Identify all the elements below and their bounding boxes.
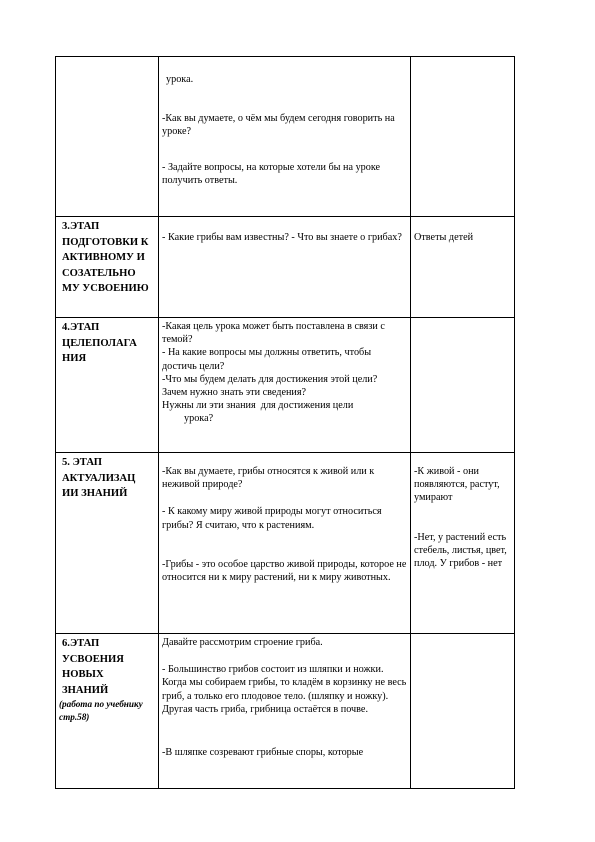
question-text: - Задайте вопросы, на которые хотели бы на уроке получить ответы.: [162, 161, 383, 186]
text-line: Давайте рассмотрим строение гриба.: [162, 637, 323, 648]
student-activity-cell: [411, 453, 515, 634]
question-text: -Как вы думаете, грибы относятся к живой или к неживой природе?: [162, 466, 377, 491]
teacher-activity-cell: [159, 217, 411, 318]
table-row: [56, 217, 515, 318]
stage-title: 6.ЭТАП УСВОЕНИЯ НОВЫХ ЗНАНИЙ: [62, 638, 124, 696]
question-text: - Какие грибы вам известны? - Что вы знаете о грибах?: [162, 232, 402, 243]
student-activity-cell: [411, 57, 515, 217]
stage-cell: [56, 634, 159, 789]
student-activity-cell: [411, 217, 515, 318]
stage-subtitle: (работа по учебнику стр.58): [59, 699, 143, 722]
stage-cell: [56, 318, 159, 453]
text-line: -Что мы будем делать для достижения этой цели?: [162, 373, 378, 385]
stage-cell: [56, 217, 159, 318]
text-line: урока.: [166, 74, 194, 85]
text-line: -Какая цель урока может быть поставлена в связи с темой?: [162, 321, 388, 346]
text-line: -В шляпке созревают грибные споры, которые: [162, 747, 364, 759]
text-line: урока?: [184, 413, 214, 425]
stage-title: 4.ЭТАП ЦЕЛЕПОЛАГА НИЯ: [62, 322, 137, 364]
text-line: - Большинство грибов состоит из шляпки и ножки. Когда мы собираем грибы, то кладём в корзинку не весь гриб, а только его плодовое тело. (шляпку и ножку). Другая часть гриба, грибница остаётся в почве.: [162, 664, 409, 715]
stage-title: 3.ЭТАП ПОДГОТОВКИ К АКТИВНОМУ И СОЗАТЕЛЬНО МУ УСВОЕНИЮ: [62, 221, 149, 294]
answer-text: -Нет, у растений есть стебель, листья, цвет, плод. У грибов - нет: [414, 531, 510, 570]
table-row: [56, 634, 515, 789]
lesson-plan-table: [55, 56, 515, 789]
answer-text: -К живой - они появляются, растут, умирают: [414, 466, 503, 504]
table-row: [56, 57, 515, 217]
answer-text: Ответы детей: [414, 232, 474, 243]
text-line: -Грибы - это особое царство живой природы, которое не относится ни к миру растений, ни к миру животных.: [162, 558, 409, 584]
table-row: [56, 318, 515, 453]
text-line: Зачем нужно знать эти сведения?: [162, 387, 307, 399]
text-line: Нужны ли эти знания для достижения цели: [162, 400, 354, 412]
teacher-activity-cell: [159, 634, 411, 789]
stage-cell: [56, 453, 159, 634]
stage-title: 5. ЭТАП АКТУАЛИЗАЦ ИИ ЗНАНИЙ: [62, 457, 136, 499]
text-line: - На какие вопросы мы должны ответить, чтобы достичь цели?: [162, 347, 374, 372]
question-text: -Как вы думаете, о чём мы будем сегодня говорить на уроке?: [162, 113, 398, 138]
teacher-activity-cell: [159, 453, 411, 634]
stage-cell: [56, 57, 159, 217]
student-activity-cell: [411, 318, 515, 453]
student-activity-cell: [411, 634, 515, 789]
question-text: - К какому миру живой природы могут относиться грибы? Я считаю, что к растениям.: [162, 506, 385, 531]
teacher-activity-cell: [159, 318, 411, 453]
table-row: [56, 453, 515, 634]
teacher-activity-cell: [159, 57, 411, 217]
